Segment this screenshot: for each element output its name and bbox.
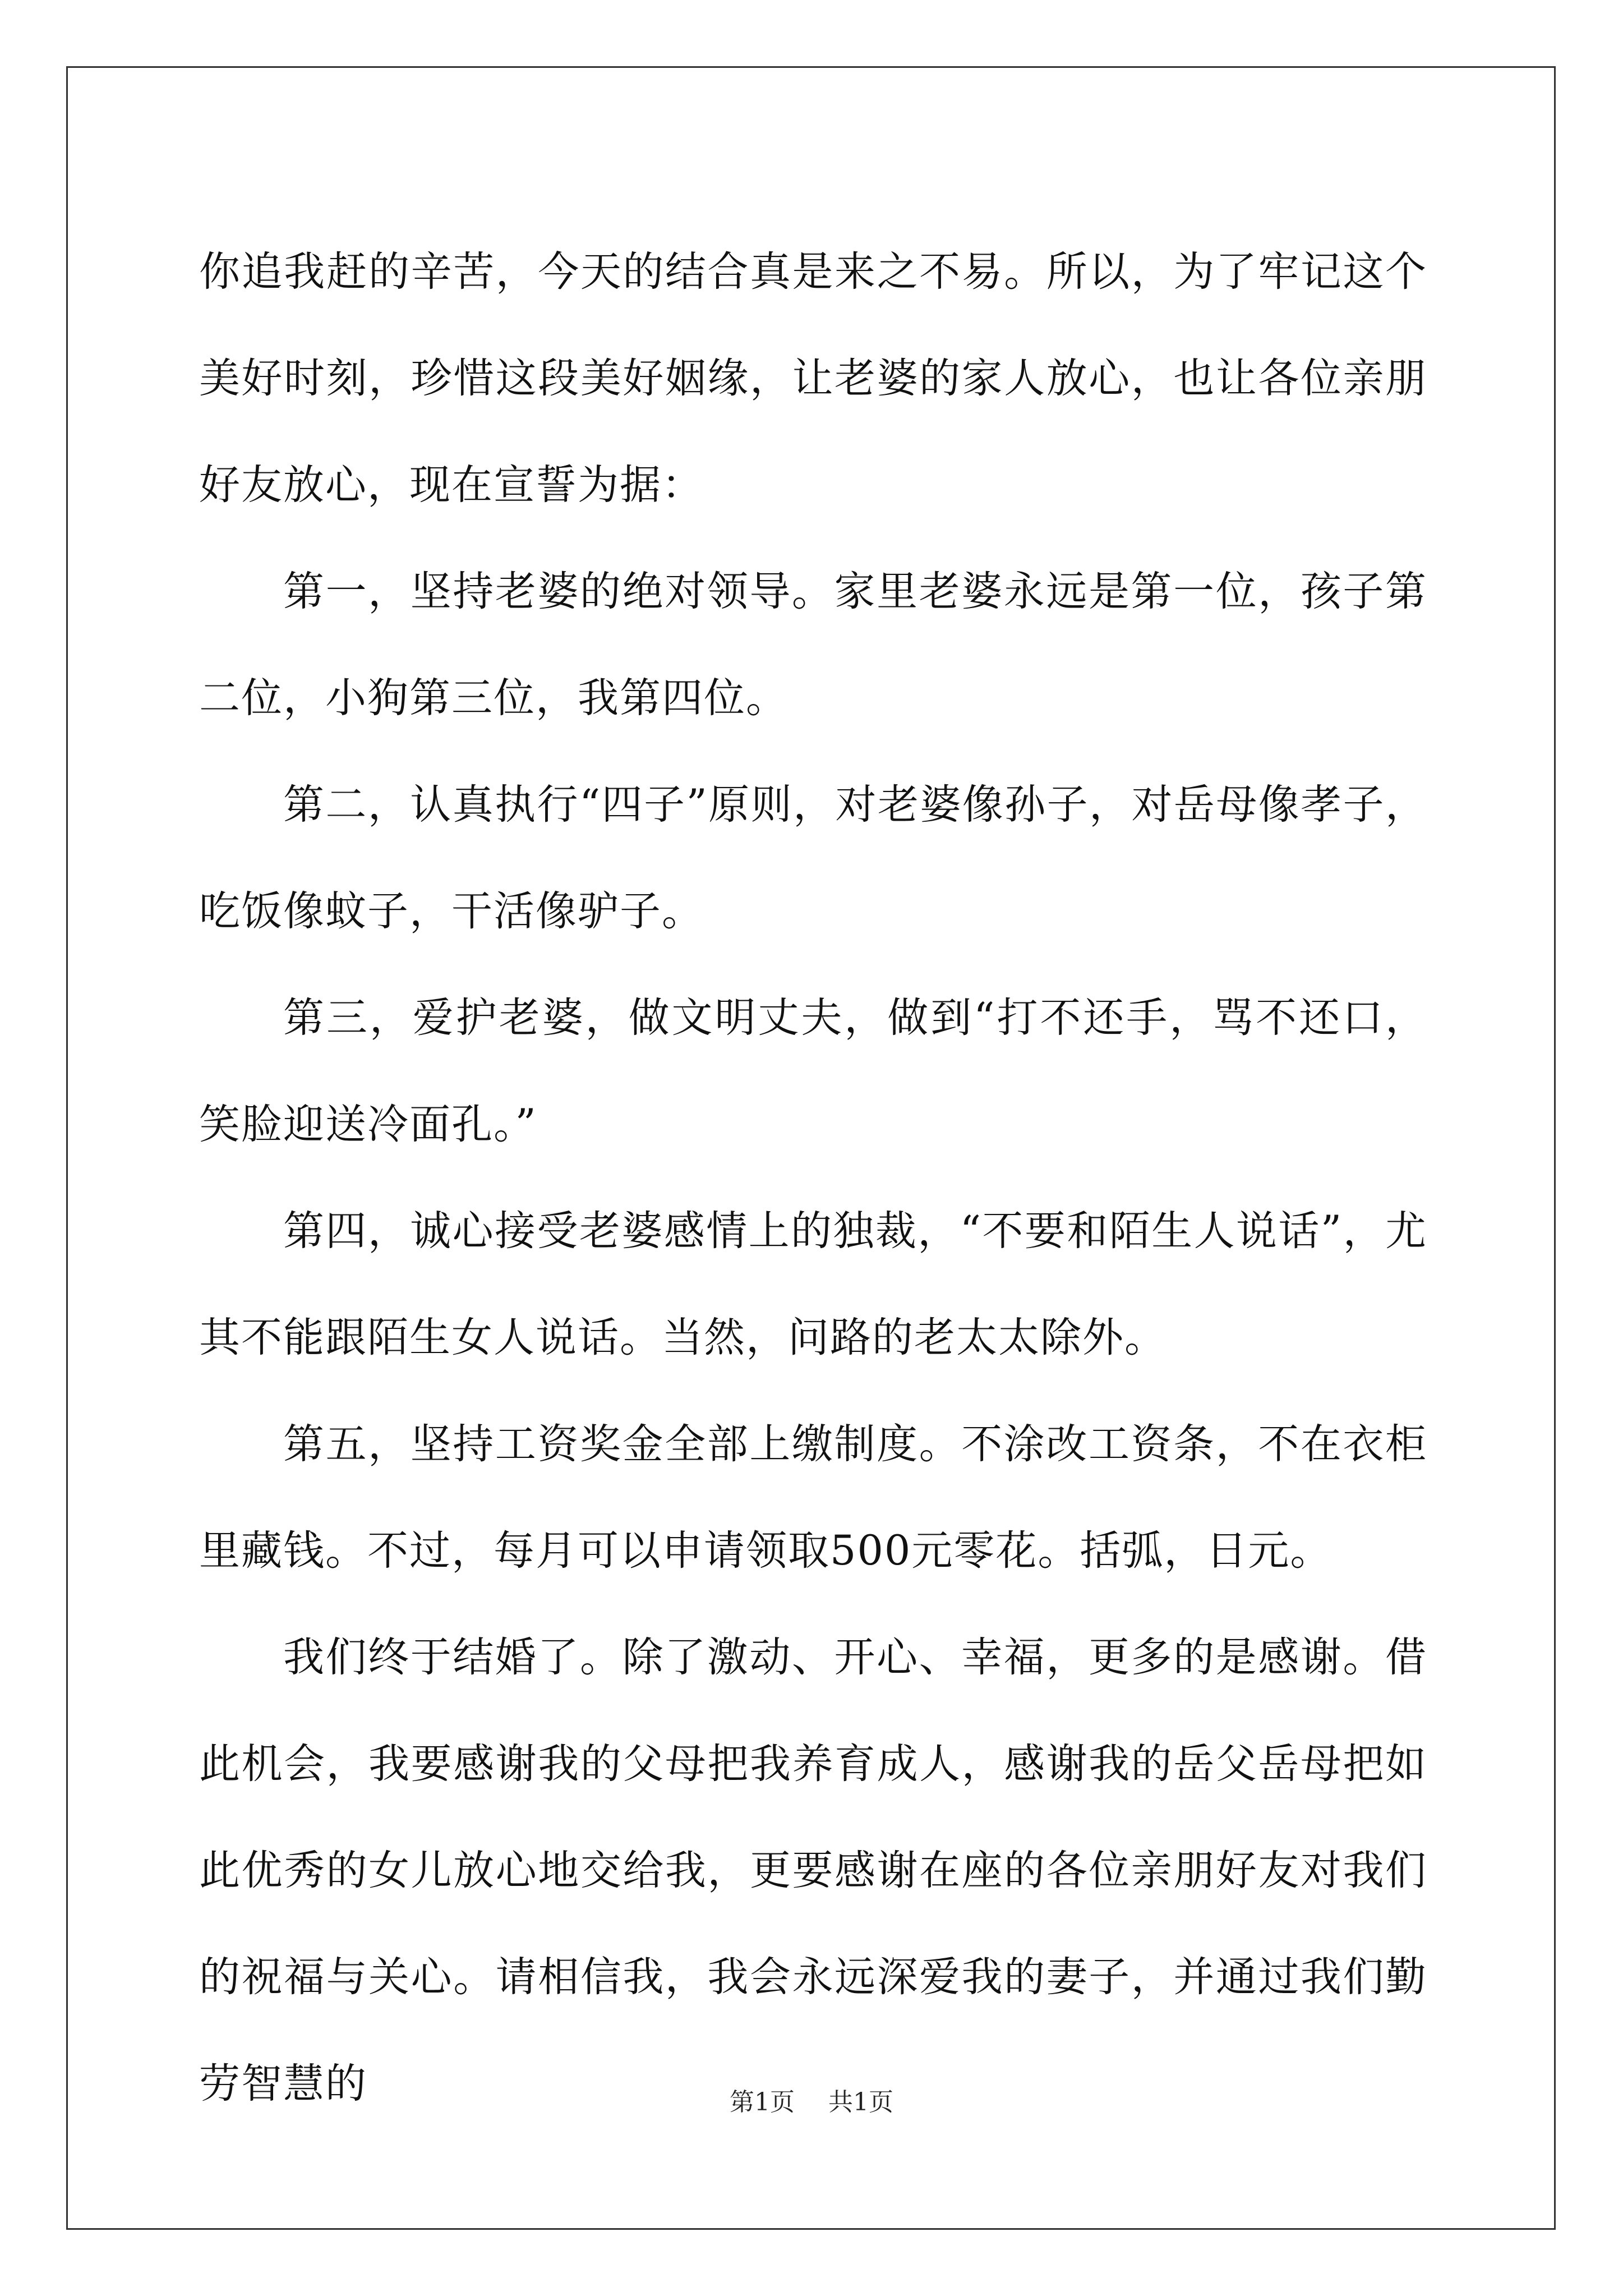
paragraph-3: 第二，认真执行“四子”原则，对老婆像孙子，对岳母像孝子，吃饭像蚊子，干活像驴子。 (199, 781, 1427, 935)
paragraph-7: 我们终于结婚了。除了激动、开心、幸福，更多的是感谢。借此机会，我要感谢我的父母把我养育成人，感谢我的岳父岳母把如此优秀的女儿放心地交给我，更要感谢在座的各位亲朋好友对我们的祝福与关心。请相信我，我会永远深爱我的妻子，并通过我们勤劳智慧的 (199, 1634, 1427, 2108)
document-body (199, 219, 1427, 2137)
paragraph-1: 你追我赶的辛苦，今天的结合真是来之不易。所以，为了牢记这个美好时刻，珍惜这段美好姻缘，让老婆的家人放心，也让各位亲朋好友放心，现在宣誓为据： (199, 248, 1427, 509)
paragraph-6: 第五，坚持工资奖金全部上缴制度。不涂改工资条，不在衣柜里藏钱。不过，每月可以申请领取500元零花。括弧，日元。 (199, 1420, 1427, 1575)
paragraph-4: 第三，爱护老婆，做文明丈夫，做到“打不还手，骂不还口，笑脸迎送冷面孔。” (199, 994, 1427, 1148)
page-number: 第1页 (730, 2088, 795, 2116)
paragraph-2: 第一，坚持老婆的绝对领导。家里老婆永远是第一位，孩子第二位，小狗第三位，我第四位。 (199, 568, 1427, 722)
page-total: 共1页 (828, 2088, 893, 2116)
paragraph-5: 第四，诚心接受老婆感情上的独裁，“不要和陌生人说话”，尤其不能跟陌生女人说话。当然，问路的老太太除外。 (199, 1207, 1427, 1361)
page-footer (0, 2086, 1623, 2119)
